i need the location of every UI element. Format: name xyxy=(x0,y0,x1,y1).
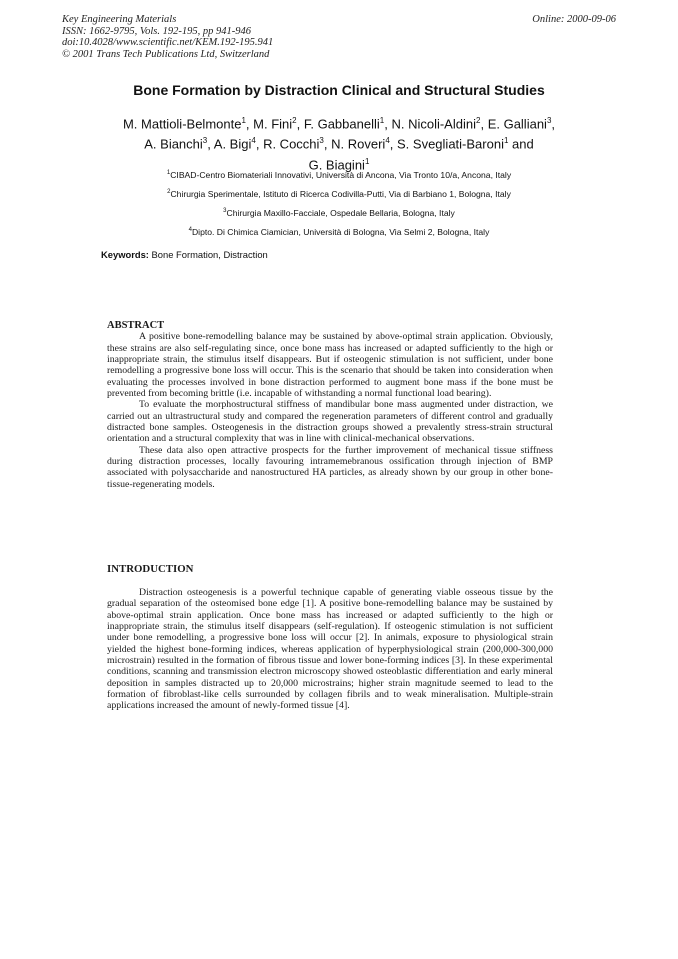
author-name: G. Biagini xyxy=(308,156,365,172)
author-affiliation-marker: 4 xyxy=(251,136,256,146)
author-affiliation-marker: 1 xyxy=(241,116,246,125)
author-affiliation-marker: 2 xyxy=(475,116,481,125)
affiliation-number: 3 xyxy=(223,207,227,214)
affiliation-number: 1 xyxy=(166,170,171,176)
affiliation-line xyxy=(60,184,618,203)
abstract-paragraph: A positive bone-remodelling balance may be sustained by above-optimal strain application. Obviously, these strains are also self-regulating since, once bone mass has increased or adapted sufficiently to the high or inappropriate strain, the stimulus itself disappears. But if osteogenic stimulation is not sufficient, under bone remodelling a progressive bone loss will occur. This is the scenario that should be taken into consideration when evaluating the processes involved in bone distraction performed to augment bone mass if the bone must be prevented from becoming brittle (i.e. incapable of withstanding a normal functional load bearing). xyxy=(107,331,553,400)
journal-name: Key Engineering Materials xyxy=(62,14,177,25)
author-affiliation-marker: 2 xyxy=(292,116,297,125)
affiliation-line xyxy=(60,222,618,241)
affiliation-number: 2 xyxy=(167,188,171,195)
introduction-section xyxy=(107,587,553,712)
doi-line: doi:10.4028/www.scientific.net/KEM.192-195.941 xyxy=(62,37,274,48)
author-name: M. Fini xyxy=(253,116,293,132)
author-name: A. Bianchi xyxy=(144,136,203,152)
abstract-section xyxy=(107,320,553,490)
issn-line: ISSN: 1662-9795, Vols. 192-195, pp 941-946 xyxy=(62,25,251,37)
author-affiliation-marker: 4 xyxy=(385,136,390,146)
paper-title: Bone Formation by Distraction Clinical and Structural Studies xyxy=(133,82,545,98)
author-name: M. Mattioli-Belmonte xyxy=(122,116,242,132)
author-affiliation-marker: 3 xyxy=(546,116,552,125)
author-affiliation-marker: 1 xyxy=(379,116,385,125)
author-name: E. Galliani xyxy=(487,116,547,132)
keywords-text: Bone Formation, Distraction xyxy=(151,249,268,260)
keywords xyxy=(101,249,268,260)
author-name: F. Gabbanelli xyxy=(303,116,380,132)
online-date: Online: 2000-09-06 xyxy=(532,14,616,25)
affiliation-text: Dipto. Di Chimica Ciamician, Università di Bologna, Via Selmi 2, Bologna, Italy xyxy=(191,226,490,237)
affiliation-text: Chirurgia Maxillo-Facciale, Ospedale Bellaria, Bologna, Italy xyxy=(226,207,455,218)
author-list: M. Mattioli-Belmonte$^1$, M. Fini$^2$, F. Gabbanelli$^1$, N. Nicoli-Aldini$^2$, E. Galliani$^3$, A. Bianchi$^3$, A. Bigi$^4$, R. Cocchi$^3$, N. Roveri$^4$, S. Svegliati-Baroni$^1$ and G. Biagini$^1$ xyxy=(122,116,556,172)
affiliation-line xyxy=(60,203,618,222)
affiliation-list xyxy=(60,165,618,240)
affiliation-number: 4 xyxy=(188,226,192,233)
author-affiliation-marker: 1 xyxy=(503,136,509,146)
keywords-label: Keywords: xyxy=(101,249,149,260)
author-name: N. Roveri xyxy=(331,136,386,152)
abstract-paragraph: To evaluate the morphostructural stiffness of mandibular bone mass augmented under distraction, we carried out an ultrastructural study and compared the regeneration parameters of different control and gradually distracted bone samples. Osteogenesis in the distraction groups showed a prevalently stress-strain structural orientation and a structural complexity that was in line with clinical-mechanical observations. xyxy=(107,399,553,445)
author-name: R. Cocchi xyxy=(263,136,320,152)
introduction-paragraph: Distraction osteogenesis is a powerful technique capable of generating viable osseous tissue by the gradual separation of the osteomised bone edge [1]. A positive bone-remodelling balance may be sustained by above-optimal strain application. Once bone mass has increased or adapted sufficiently to the high or inappropriate strain, the stimulus itself disappears (self-regulation). If osteogenic stimulation is not sufficient under bone remodelling, a progressive bone loss will occur [2]. In animals, exposure to physiological strain yielded the highest bone-forming indices, whereas application of hyperphysiological strain (200,000-300,000 microstrain) resulted in the formation of fibrous tissue and lower bone-forming indices [3]. In these experimental conditions, scanning and transmission electron microscopy showed osteoblastic differentiation and early mineral deposition in samples distracted up to 20,000 microstrains; higher strain magnitude seemed to lead to the formation of fibroblast-like cells surrounded by collagen fibrils and to weak mineralisation. Multiple-strain applications increased the amount of newly-formed tissue [4]. xyxy=(107,587,553,712)
abstract-heading: ABSTRACT xyxy=(107,320,165,331)
affiliation-text: CIBAD-Centro Biomateriali Innovativi, Università di Ancona, Via Tronto 10/a, Ancona, Italy xyxy=(170,169,512,180)
author-name: A. Bigi xyxy=(213,136,252,152)
affiliation-line xyxy=(60,165,618,184)
copyright-line: © 2001 Trans Tech Publications Ltd, Switzerland xyxy=(62,48,270,60)
affiliation-text: Chirurgia Sperimentale, Istituto di Ricerca Codivilla-Putti, Via di Barbiano 1, Bologna, Italy xyxy=(170,188,511,199)
author-affiliation-marker: 1 xyxy=(364,156,370,166)
abstract-paragraph: These data also open attractive prospects for the further improvement of mechanical tissue stiffness during distraction processes, locally favouring intramemebranous ossification through injection of BMP associated with polysaccharide and nanostructured HA particles, as already shown by our group in other bone-tissue-regenerating models. xyxy=(107,444,553,490)
author-affiliation-marker: 3 xyxy=(319,136,324,146)
journal-header xyxy=(62,14,273,60)
author-affiliation-marker: 3 xyxy=(202,136,208,146)
introduction-heading: INTRODUCTION xyxy=(107,563,194,575)
author-name: N. Nicoli-Aldini xyxy=(391,116,476,132)
author-name: S. Svegliati-Baroni xyxy=(397,136,504,152)
